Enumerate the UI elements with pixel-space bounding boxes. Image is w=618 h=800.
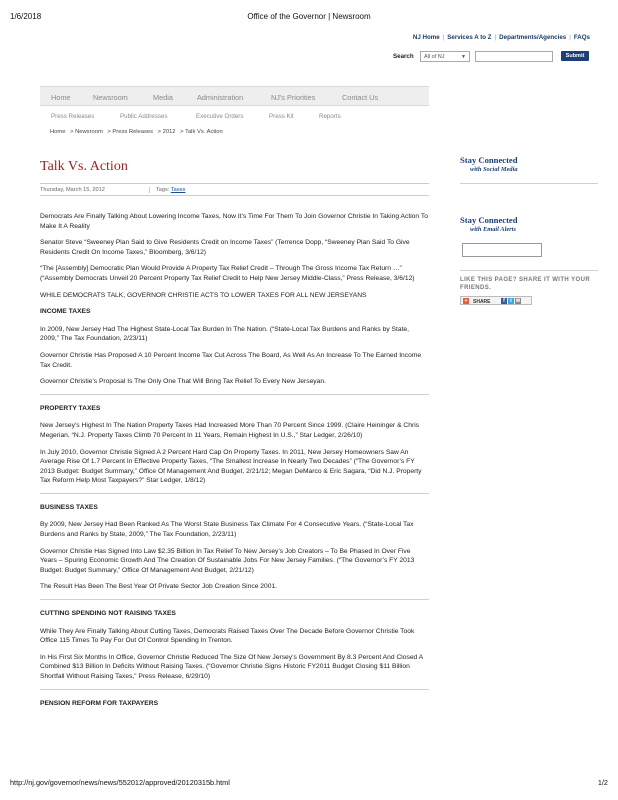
separator: |: [442, 34, 445, 41]
search-input[interactable]: [475, 51, 553, 62]
paragraph: Governor Christie Has Signed Into Law $2.35 Billion In Tax Relief To New Jersey’s Job Creators – To Be Phased In Over Five Years – Spuring Economic Growth And The Creation Of Sustainable Jobs For New Jersey Families. (“The Governor’s FY 2013 Budget: Budget Summary,” Office Of Management And Budget, 2/21/12): [40, 547, 415, 574]
subnav-public-addresses[interactable]: Public Addresses: [120, 113, 168, 120]
search-submit-button[interactable]: Submit: [561, 51, 589, 61]
email-alert-input[interactable]: [462, 243, 542, 257]
paragraph: In 2009, New Jersey Had The Highest State-Local Tax Burden In The Nation. (“State-Local Tax Burdens and Ranks by State, 2009,” The Tax Foundation, 2/23/11): [40, 325, 410, 343]
print-url: http://nj.gov/governor/news/news/552012/approved/20120315b.html: [10, 778, 230, 787]
sub-nav: [40, 111, 429, 123]
paragraph: WHILE DEMOCRATS TALK, GOVERNOR CHRISTIE ACTS TO LOWER TAXES FOR ALL NEW JERSEYANS: [40, 291, 367, 299]
nav-newsroom[interactable]: Newsroom: [93, 93, 128, 102]
email-subtitle[interactable]: with Email Alerts: [470, 226, 516, 233]
share-icons: [501, 298, 522, 304]
print-header: [10, 12, 608, 24]
paragraph: New Jersey’s Highest In The Nation Property Taxes Had Increased More Than 70 Percent Since 1999. (Claire Heininger & Chris Megerian, “N.J. Property Taxes Climb 70 Percent In 11 Years, Remain Highest In U.S.,” Star Ledger, 2/26/10): [40, 422, 420, 439]
twitter-icon: t: [508, 298, 514, 304]
util-link-faqs[interactable]: FAQs: [573, 34, 590, 41]
search-scope-value: All of NJ: [424, 54, 445, 60]
print-doc-title: Office of the Governor | Newsroom: [247, 12, 371, 21]
nav-priorities[interactable]: NJ's Priorities: [271, 93, 316, 102]
social-title: Stay Connected: [460, 155, 518, 165]
sidebar-email: [460, 215, 598, 233]
social-subtitle[interactable]: with Social Media: [470, 166, 518, 173]
search-label: Search: [393, 53, 414, 60]
nav-media[interactable]: Media: [153, 93, 173, 102]
share-label: SHARE: [473, 298, 491, 305]
sidebar-social: [460, 155, 598, 184]
breadcrumb-home[interactable]: Home: [50, 129, 66, 135]
separator: |: [494, 34, 497, 41]
paragraph: In His First Six Months In Office, Governor Christie Reduced The Size Of New Jersey’s Government By 8.3 Percent And Closed A Combined $13 Billion In Deficits Without Raising Taxes. (“Governor Christie Signs Historic FY2011 Budget Closing $11 Billion Shortfall Without Raising Taxes,” Press Release, 6/29/10): [40, 653, 423, 680]
print-date: 1/6/2018: [10, 12, 42, 21]
subnav-executive-orders[interactable]: Executive Orders: [196, 113, 244, 120]
util-link-nj-home[interactable]: NJ Home: [412, 34, 440, 41]
article-meta: [40, 183, 429, 196]
paragraph: Governor Christie Has Proposed A 10 Percent Income Tax Cut Across The Board, As Well As An Increase To The Earned Income Tax Credit.: [40, 351, 422, 369]
breadcrumb-current: > Talk Vs. Action: [180, 129, 223, 135]
section-heading-pension: PENSION REFORM FOR TAXPAYERS: [40, 699, 159, 707]
section-divider: [40, 689, 429, 690]
paragraph: By 2009, New Jersey Had Been Ranked As The Worst State Business Tax Climate For 4 Consecutive Years. (“State-Local Tax Burdens and Ranks by State, 2009,” The Tax Foundation, 2/23/11): [40, 521, 414, 539]
paragraph: In July 2010, Governor Christie Signed A 2 Percent Hard Cap On Property Taxes. In 2011, New Jersey Homeowners Saw An Average Rise Of 1.7 Percent In Effective Property Taxes, “The Smallest Increase In Nearly Two Decades” (“The Governor’s FY 2013 Budget: Budget Summary,” Office Of Management And Budget, 2/21/12; Megan DeMarco & Eric Sagara, “Did N.J. Property Tax Reform Help Most Taxpayers?” Star Ledger, 1/8/12): [40, 448, 422, 485]
email-icon: ✉: [515, 298, 521, 304]
section-heading-property: PROPERTY TAXES: [40, 404, 101, 412]
article-tags: [149, 187, 185, 193]
separator: |: [569, 34, 571, 41]
paragraph: While They Are Finally Talking About Cutting Taxes, Democrats Raised Taxes Over The Decade Before Governor Christie Took Office 115 Times To Pay For Out Of Control Spending In Trenton.: [40, 627, 415, 645]
sidebar-divider: [460, 183, 598, 184]
subnav-reports[interactable]: Reports: [319, 113, 341, 120]
breadcrumb-press-releases[interactable]: > Press Releases: [107, 129, 154, 135]
share-block: [460, 270, 598, 305]
section-divider: [40, 493, 429, 494]
breadcrumb-newsroom[interactable]: > Newsroom: [70, 129, 103, 135]
email-title: Stay Connected: [460, 215, 518, 225]
article-date: Thursday, March 15, 2012: [40, 187, 105, 193]
subnav-press-kit[interactable]: Press Kit: [269, 113, 294, 120]
breadcrumb: [50, 129, 226, 135]
paragraph: The Result Has Been The Best Year Of Private Sector Job Creation Since 2001.: [40, 583, 278, 591]
section-divider: [40, 394, 429, 395]
paragraph: Senator Steve “Sweeney Plan Said to Give Residents Credit on Income Taxes” (Terrence Dopp, “Sweeney Plan Said To Give Residents Credit On Income Taxes,” Bloomberg, 3/6/12): [40, 239, 410, 256]
sidebar-divider: [460, 270, 598, 271]
section-heading-business: BUSINESS TAXES: [40, 503, 98, 511]
subnav-press-releases[interactable]: Press Releases: [51, 113, 95, 120]
plus-icon: +: [464, 298, 468, 304]
nav-administration[interactable]: Administration: [197, 93, 244, 102]
section-heading-income: INCOME TAXES: [40, 308, 91, 316]
search-scope-select[interactable]: [420, 51, 470, 62]
utility-links: [413, 34, 590, 41]
page-title: Talk Vs. Action: [40, 159, 128, 174]
paragraph: Democrats Are Finally Talking About Lowering Income Taxes, Now It’s Time For Them To Join Governor Christie In Taking Action To Make It A Reality: [40, 213, 428, 230]
section-divider: [40, 599, 429, 600]
share-prompt: LIKE THIS PAGE? SHARE IT WITH YOUR FRIENDS.: [460, 277, 591, 291]
main-nav: [40, 86, 429, 106]
article-body: [40, 212, 429, 716]
paragraph: Governor Christie’s Proposal Is The Only One That Will Bring Tax Relief To Every New Jerseyan.: [40, 378, 326, 386]
chevron-down-icon: ▼: [461, 54, 466, 60]
share-button[interactable]: [460, 296, 532, 305]
paragraph: “The [Assembly] Democratic Plan Would Provide A Property Tax Relief Credit – Through The Gross Income Tax Return …” (“Assembly Democrats Unveil 20 Percent Property Tax Relief Credit to Help New Jersey Middle-Class,” Press Release, 3/6/12): [40, 265, 415, 282]
breadcrumb-year[interactable]: > 2012: [157, 129, 176, 135]
nav-contact[interactable]: Contact Us: [342, 93, 379, 102]
util-link-services[interactable]: Services A to Z: [447, 34, 492, 41]
tag-link-taxes[interactable]: Taxes: [170, 187, 186, 193]
facebook-icon: f: [501, 298, 507, 304]
util-link-departments[interactable]: Departments/Agencies: [499, 34, 567, 41]
tags-label: Tags:: [156, 187, 170, 193]
section-heading-spending: CUTTING SPENDING NOT RAISING TAXES: [40, 610, 176, 618]
nav-home[interactable]: Home: [51, 93, 71, 102]
search-bar: [393, 51, 591, 63]
print-page-number: 1/2: [597, 778, 608, 787]
